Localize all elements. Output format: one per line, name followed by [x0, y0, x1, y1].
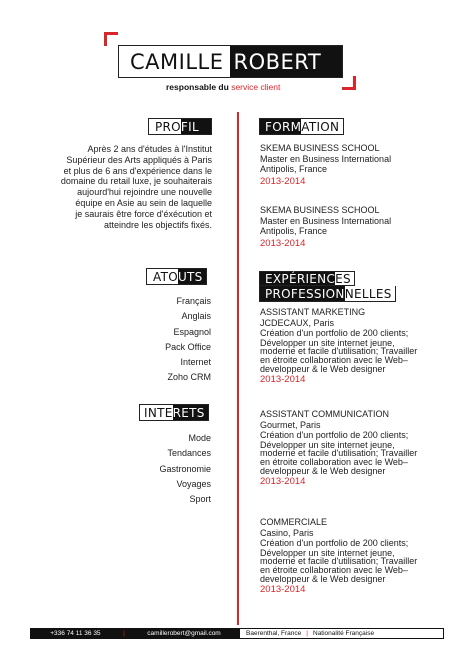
heading-atouts: ATO UTS: [146, 268, 207, 285]
corner-accent-top-left: [104, 32, 118, 46]
first-name: CAMILLE: [130, 49, 224, 74]
job-entry: ASSISTANT COMMUNICATION Gourmet, Paris Création d'un portfolio de 200 clients; Développer un site internet jeune, moderne et facile d'utilisation; Travailler en étroite collaboration avec le Web– developpeur & le Web designer 2013-2014: [260, 409, 418, 488]
list-item: Français: [176, 296, 211, 306]
contact-footer: [30, 628, 444, 639]
date-label: 2013-2014: [260, 584, 306, 596]
profile-text: Après 2 ans d'études à l'Institut Supérieur des Arts appliqués à Paris et plus de 6 ans d'expérience dans le domaine du retail luxe, je souhaiterais aujourd'hui rejoindre une nouvelle équipe en Asie au sein de laquelle je saurais être force d'éxécution et atteindre les objectifs fixés.: [60, 144, 212, 230]
formation-entry: SKEMA BUSINESS SCHOOL Master en Business International Antipolis, France 2013-2014: [260, 143, 392, 187]
heading-profil: PRO FIL: [148, 118, 212, 135]
job-entry: COMMERCIALE Casino, Paris Création d'un portfolio de 200 clients; Développer un site internet jeune, moderne et facile d'utilisation; Travailler en étroite collaboration avec le Web– developpeur & le Web designer 2013-2014: [260, 517, 418, 596]
footer-contact-light: [240, 629, 443, 638]
column-divider: [237, 112, 239, 625]
footer-contact-dark: [31, 629, 240, 638]
location: Baerenthal, France: [246, 630, 302, 637]
skills-list: [165, 294, 211, 386]
list-item: Anglais: [181, 311, 211, 322]
list-item: Espagnol: [173, 326, 211, 337]
heading-experiences-line2: PROFESSION NELLES: [259, 286, 396, 302]
separator: |: [123, 630, 125, 637]
heading-experiences-line1: EXPÉRIENC ES: [259, 271, 355, 286]
phone-number: +336 74 11 36 35: [50, 630, 101, 637]
list-item: Internet: [180, 357, 211, 368]
list-item: Tendances: [167, 448, 211, 459]
corner-accent-bottom-right: [342, 76, 356, 90]
interests-list: [159, 431, 211, 507]
heading-interets: INTE RETS: [139, 404, 209, 421]
list-item: Mode: [188, 433, 211, 443]
date-label: 2013-2014: [260, 374, 306, 386]
heading-formation: FORM ATION: [259, 118, 344, 135]
subtitle-red: service client: [231, 82, 281, 92]
name-header: [118, 45, 343, 78]
date-label: 2013-2014: [260, 175, 306, 187]
list-item: Zoho CRM: [167, 372, 211, 383]
date-label: 2013-2014: [260, 237, 306, 249]
last-name: ROBERT: [230, 46, 342, 77]
email-address[interactable]: camillerobert@gmail.com: [147, 630, 221, 637]
date-label: 2013-2014: [260, 476, 306, 488]
list-item: Voyages: [176, 478, 211, 489]
list-item: Pack Office: [165, 341, 211, 352]
job-subtitle: [166, 82, 280, 92]
list-item: Gastronomie: [159, 463, 211, 474]
subtitle-bold: responsable du: [166, 82, 229, 92]
job-entry: ASSISTANT MARKETING JCDECAUX, Paris Création d'un portfolio de 200 clients; Développer un site internet jeune, moderne et facile d'utilisation; Travailler en étroite collaboration avec le Web– developpeur & le Web designer 2013-2014: [260, 307, 418, 386]
list-item: Sport: [189, 494, 211, 505]
separator: |: [306, 630, 308, 637]
formation-entry: SKEMA BUSINESS SCHOOL Master en Business International Antipolis, France 2013-2014: [260, 205, 392, 249]
nationality: Nationalité Française: [313, 630, 375, 637]
